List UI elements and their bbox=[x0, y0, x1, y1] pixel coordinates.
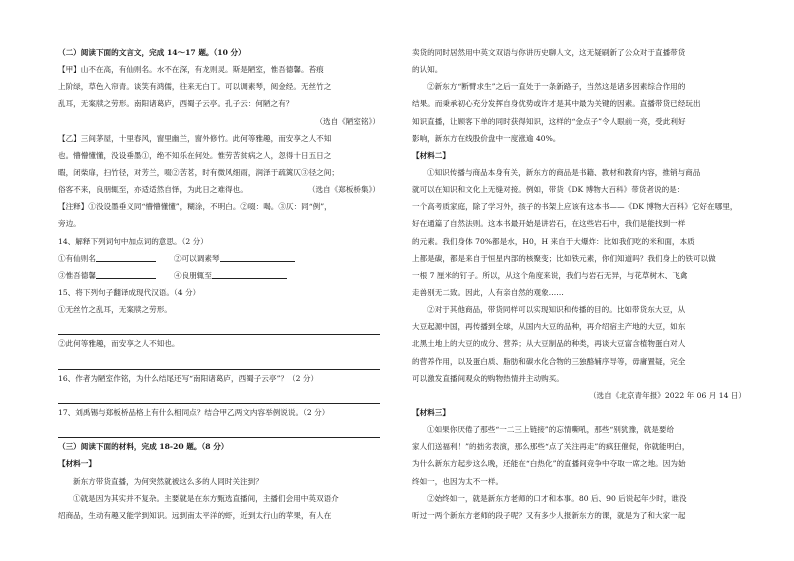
material-2-p2-line-2: 大豆起源中国，再传播到全球，从国内大豆的品种，再介绍宿主产地的大豆，如东 bbox=[412, 322, 686, 332]
q15-item-1: ①无丝竹之乱耳，无案牍之劳形。 bbox=[58, 305, 172, 315]
right-column bbox=[412, 44, 746, 524]
answer-line[interactable] bbox=[58, 318, 380, 335]
q14-item-4: ④良朋辄至 bbox=[173, 270, 212, 280]
material-1-cont-line-2: 的认知。 bbox=[412, 65, 443, 75]
question-14-row-2 bbox=[58, 267, 380, 284]
material-2-p2-line-3: 北黑土地上的大豆的成分、营养；从大豆制品的种类，再谈大豆富含植物蛋白对人 bbox=[412, 339, 686, 349]
note-line-2: 旁边。 bbox=[58, 219, 81, 229]
q14-item-3: ③惟吾德馨 bbox=[58, 270, 96, 280]
note-line-1: 【注释】①没设墨垂义同“懵懵懂懂”，糊涂，不明白。②啜：喝。③仄：同“例”， bbox=[58, 202, 332, 212]
text-yi-line-3: 暇，闭柴扉，扫竹径，对芳兰，啜②苦茗，时有微风细雨，润泽于疏篱仄③径之间； bbox=[58, 167, 339, 177]
answer-blank[interactable] bbox=[96, 269, 156, 279]
material-2-source: （选自《北京青年报》2022 年 06 月 14 日） bbox=[588, 390, 746, 400]
material-2-line-5: 的元素。我们身体 70%都是水，H0，H 来自于大爆炸：比如我们吃的米和面，本质 bbox=[412, 236, 695, 246]
material-3-line-6: 听过一两个新东方老师的段子呢？又有多少人报新东方的课，就是为了和大家一起 bbox=[412, 510, 686, 520]
material-2-line-6: 上都是碳，都是来自于恒星内部的核聚变；比如铁元素，你们知道吗？我们身上的铁可以做 bbox=[412, 253, 716, 263]
material-2-line-7: 一根 7 厘米的钉子。所以，从这个角度来说，我们与岩石无异，与花草树木、飞禽 bbox=[412, 270, 688, 280]
question-16: 16、作者为陋室作铭，为什么结尾还写“南阳诸葛庐，西蜀子云亭”？（2 分） bbox=[58, 373, 319, 383]
material-1-cont-line-1: 卖货的同时居然用中英文双语与你讲历史聊人文，这无疑刷新了公众对于直播带货 bbox=[412, 48, 686, 57]
answer-line[interactable] bbox=[58, 421, 380, 438]
material-2-line-4: 好在通篇了自然法则。这本书最开始是讲岩石，在这些岩石中，我们是能找到一样 bbox=[412, 219, 686, 229]
q14-item-1: ①有仙则名 bbox=[58, 253, 96, 263]
text-jia-source: （选自《陋室铭》） bbox=[315, 116, 380, 126]
text-jia-line-3: 乱耳，无案牍之劳形。南阳诸葛庐，西蜀子云亭。孔子云：何陋之有？ bbox=[58, 99, 294, 109]
text-yi-line-1: 【乙】三间茅屋，十里春风，窗里幽兰，窗外修竹。此何等雅趣，而安享之人不知 bbox=[58, 133, 332, 143]
question-15: 15、将下列句子翻译成现代汉语。（4 分） bbox=[58, 287, 201, 297]
material-3-title: 【材料三】 bbox=[412, 407, 450, 417]
question-14-row-1 bbox=[58, 250, 380, 267]
question-17: 17、刘禹锡与郑板桥品格上有什么相同点？结合甲乙两文内容举例说说。（2 分） bbox=[58, 407, 330, 417]
material-1-line-1: 新东方带货直播，为何突然就被这么多的人同时关注到？ bbox=[73, 476, 263, 486]
material-2-p2-line-4: 的营养作用，以及蛋白质、脂肪和碳水化合物的三独酪辅序导等，毋庸置疑，完全 bbox=[412, 356, 686, 366]
material-3-line-3: 为什么新东方起步这么晚，还能在“白热化”的直播间竞争中夺取一席之地。因为始 bbox=[412, 459, 686, 469]
answer-line[interactable] bbox=[58, 387, 380, 404]
material-2-line-3: 一个高考质家庭，除了学习外，孩子的书架上应该有这本书——《DK 博物大百科》它好在哪里， bbox=[412, 202, 738, 212]
answer-blank[interactable] bbox=[220, 252, 295, 262]
material-2-line-2: 就可以在知识和文化上无缝对接。例如，带货《DK 博物大百科》带货者说的是： bbox=[412, 185, 685, 195]
material-1-p2-line-3: 知识直播，让顾客下单的同时获得知识，这样的“金点子”令人眼前一亮，受此利好 bbox=[412, 116, 686, 126]
material-1-line-2: ①就是因为其实并不复杂。主要就是在东方甄选直播间，主播们会用中英双语介 bbox=[73, 493, 339, 503]
text-jia-line-1: 【甲】山不在高，有仙则名。水不在深，有龙则灵。斯是陋室，惟吾德馨。苔痕 bbox=[58, 65, 324, 75]
text-yi-last: 俗客不来，良朋辄至，亦适适然自怿，为此日之难得也。 bbox=[58, 185, 248, 195]
left-column bbox=[58, 44, 380, 524]
answer-line[interactable] bbox=[58, 353, 380, 370]
material-1-p2-line-4: 影响，新东方在线股价盘中一度涨逾 40%。 bbox=[412, 133, 561, 143]
material-2-p2-line-1: ②对于其他商品，带货同样可以实现知识和传播的目的。比如带货东大豆，从 bbox=[427, 305, 686, 315]
material-3-line-4: 终如一，也因为太不一样。 bbox=[412, 476, 504, 486]
material-1-title: 【材料一】 bbox=[58, 459, 96, 469]
material-2-title: 【材料二】 bbox=[412, 150, 450, 160]
material-2-line-1: ①知识传播与商品本身有关，新东方的商品是书籍、教材和教育内容，推销与商品 bbox=[427, 167, 701, 177]
question-14: 14、解释下列词句中加点词的意思。（2 分） bbox=[58, 236, 208, 246]
text-yi-source: （选自《郑板桥集》） bbox=[307, 185, 380, 195]
q15-item-2: ②此何等雅趣，而安享之人不知也。 bbox=[58, 339, 180, 349]
text-jia-line-2: 上阶绿，草色入帘青。谈笑有鸿儒，往来无白丁。可以调素琴，阅金经。无丝竹之 bbox=[58, 82, 332, 92]
material-3-line-1: ①如果你厌倦了那些“一二三上链接”的忘情嘶吼，那些“别犹豫，就是要给 bbox=[427, 425, 675, 435]
q14-item-2: ②可以调素琴 bbox=[173, 253, 220, 263]
section3-title: （三）阅读下面的材料，完成 18-20 题。（8 分） bbox=[58, 442, 229, 452]
text-yi-line-2: 也。懵懵懂懂，没设垂墨①，绝不知乐在何处。惟劳苦贫病之人，忽得十日五日之 bbox=[58, 150, 332, 160]
answer-blank[interactable] bbox=[96, 252, 156, 262]
material-1-p2-line-1: ②新东方“断臂求生”之后一直处于一条新路子，当然这是诸多因素综合作用的 bbox=[427, 82, 686, 92]
section2-title: （二）阅读下面的文言文，完成 14～17 题。（10 分） bbox=[58, 48, 246, 57]
answer-blank[interactable] bbox=[212, 269, 287, 279]
material-1-p2-line-2: 结果。而秉承初心充分发挥自身优势或许才是其中最为关键的因素。直播带货已经玩出 bbox=[412, 99, 701, 109]
material-3-line-5: ②始终如一，就是新东方老师的口才和本事。80 后、90 后说起年少时，谁没 bbox=[427, 493, 687, 503]
material-3-line-2: 家人们送福利！”的拙劣表演，那么那些“点了关注再走”的疯狂催促，你就能明白， bbox=[412, 442, 690, 452]
material-1-line-3: 绍商品，生动有趣又能学到知识。远到南太平洋的虾，近到太行山的苹果，有人在 bbox=[58, 510, 332, 520]
material-2-line-8: 走兽别无二致。因此，人有亲自然的观象…… bbox=[412, 287, 564, 297]
material-2-p2-line-5: 可以激发直播间观众的购物热情并主动购买。 bbox=[412, 373, 564, 383]
text-yi-line-4 bbox=[58, 181, 380, 198]
